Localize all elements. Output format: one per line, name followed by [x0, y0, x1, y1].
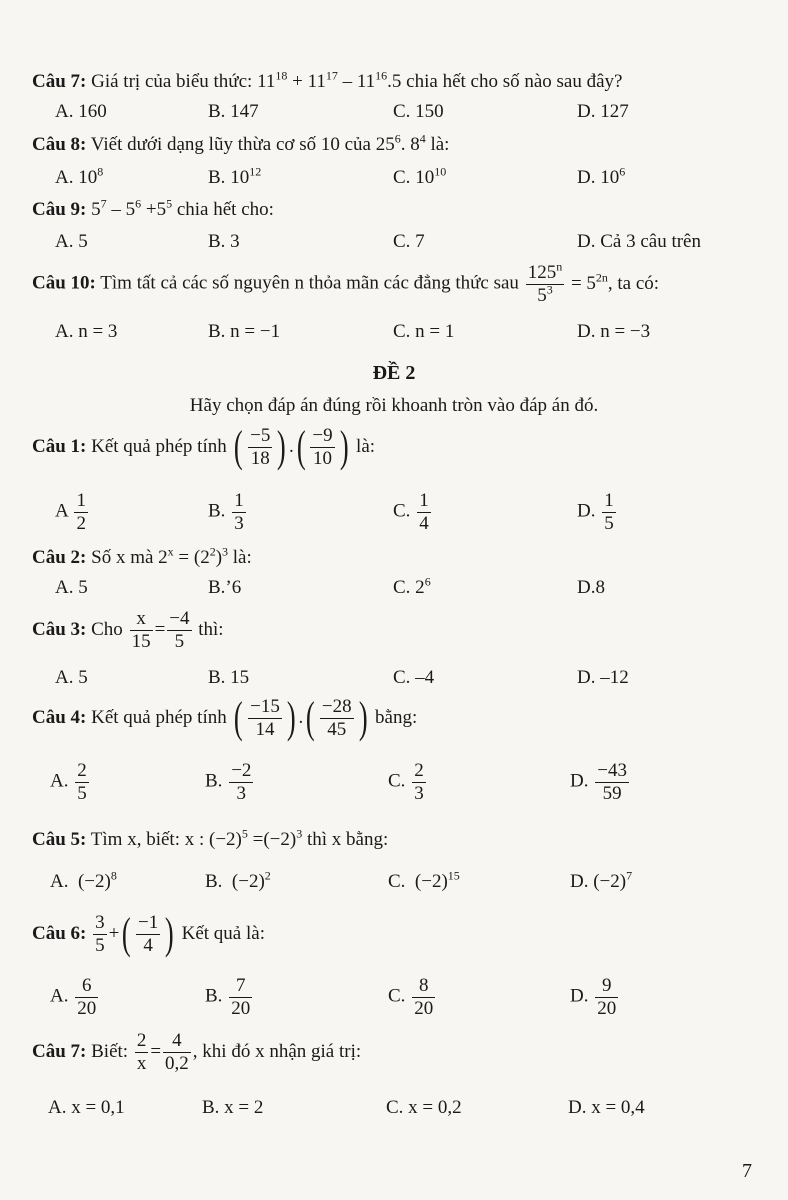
- question-text-after: thì:: [198, 618, 224, 640]
- question-text-after: là:: [356, 435, 376, 457]
- question-3: Câu 3: Cho $\frac{x}{15}$ = $\frac{-4}{5}$ thì:: [32, 608, 224, 652]
- question-6: Câu 6: $\frac{3}{5}$ +( $\frac{-1}{4}$ ) Kết quả là:: [32, 909, 265, 959]
- question-text: Cho: [91, 618, 123, 640]
- option-a[interactable]: A. $\frac{6}{20}$: [50, 975, 97, 1019]
- question-text: Biết:: [91, 1040, 129, 1062]
- question-text-after: bằng:: [375, 706, 418, 728]
- option-a[interactable]: A. 5: [55, 667, 88, 688]
- option-b[interactable]: B. $\frac{1}{3}$: [208, 490, 244, 534]
- option-c[interactable]: C. $(-2)^{15}$: [388, 868, 460, 892]
- question-label: Câu 9:: [32, 199, 87, 220]
- expression: $11^{18} + 11^{17} - 11^{16}.5$: [257, 68, 402, 92]
- option-a[interactable]: A. 160: [55, 101, 107, 122]
- question-text-after: thì x bằng:: [306, 829, 389, 850]
- question-label: Câu 1:: [32, 435, 87, 457]
- question-text-after: , ta có:: [607, 272, 660, 294]
- option-b[interactable]: B. $10^{12}$: [208, 164, 262, 188]
- question-5: [32, 826, 389, 851]
- question-text: Giá trị của biểu thức:: [91, 71, 253, 92]
- question-7-de2: Câu 7: Biết: $\frac{2}{x}$ = $\frac{4}{0,2}$ , khi đó x nhận giá trị:: [32, 1030, 362, 1074]
- option-c[interactable]: C. $\frac{2}{3}$: [388, 760, 424, 804]
- option-a[interactable]: A. 5: [55, 577, 88, 598]
- option-c[interactable]: C. $\frac{1}{4}$: [393, 490, 429, 534]
- option-c[interactable]: C. n = 1: [393, 321, 455, 342]
- option-a[interactable]: A. $\frac{2}{5}$: [50, 760, 87, 804]
- question-text-after: là:: [430, 134, 450, 155]
- option-b[interactable]: B.ʼ6: [208, 577, 242, 598]
- option-d[interactable]: D. $\frac{-43}{59}$: [570, 760, 627, 804]
- question-label: Câu 3:: [32, 618, 87, 640]
- question-label: Câu 10:: [32, 272, 96, 294]
- question-label: Câu 5:: [32, 829, 87, 850]
- question-7-de1: [32, 68, 623, 93]
- option-b[interactable]: B. n = −1: [208, 321, 281, 342]
- page-number: 7: [742, 1160, 752, 1182]
- question-text-after: Kết quả là:: [181, 922, 265, 944]
- question-1: Câu 1: Kết quả phép tính ( $\frac{-5}{18}$ ) .( $\frac{-9}{10}$ ) là:: [32, 422, 376, 472]
- expression: $2^x = (2^2)^3$: [158, 544, 229, 568]
- question-text: Tìm x, biết:: [90, 829, 180, 850]
- question-label: Câu 2:: [32, 547, 87, 568]
- option-c[interactable]: C. $2^6$: [393, 574, 431, 598]
- question-4: Câu 4: Kết quả phép tính ( $\frac{-15}{14}$ ) .( $\frac{-28}{45}$ ) bằng:: [32, 693, 418, 743]
- option-d[interactable]: D. n = −3: [577, 321, 651, 342]
- option-a[interactable]: A. 5: [55, 231, 88, 252]
- option-c[interactable]: C. 150: [393, 101, 444, 122]
- question-label: Câu 7:: [32, 1040, 87, 1062]
- option-c[interactable]: C. x = 0,2: [386, 1097, 462, 1118]
- expression: x : $(-2)^5 =(-2)^3$: [184, 826, 303, 850]
- option-c[interactable]: C. –4: [393, 667, 435, 688]
- question-text-after: là:: [232, 547, 252, 568]
- option-c[interactable]: C. 7: [393, 231, 425, 252]
- fraction-125n-over-5-3: $\frac{125^n}{5^3}$: [527, 259, 563, 306]
- option-d[interactable]: D. $(-2)^7$: [570, 868, 633, 892]
- question-label: Câu 6:: [32, 922, 87, 944]
- option-d[interactable]: D.8: [577, 577, 605, 598]
- question-10-de1: Câu 10: Tìm tất cả các số nguyên n thỏa mãn các đẳng thức sau $\frac{125^n}{5^3}$ = $5^{2n}$, ta có:: [32, 259, 660, 306]
- question-text-after: , khi đó x nhận giá trị:: [192, 1040, 362, 1062]
- question-text-after: chia hết cho:: [176, 199, 274, 220]
- option-a[interactable]: A. $(-2)^8$: [50, 868, 117, 892]
- section-instruction: Hãy chọn đáp án đúng rồi khoanh tròn vào đáp án đó.: [189, 395, 599, 416]
- question-8-de1: [32, 131, 450, 156]
- option-d[interactable]: D. $\frac{1}{5}$: [577, 490, 614, 534]
- option-a[interactable]: A. x = 0,1: [48, 1097, 125, 1118]
- option-d[interactable]: D. –12: [577, 667, 629, 688]
- question-text: Số x mà: [91, 547, 154, 568]
- question-text: Viết dưới dạng lũy thừa cơ số 10 của: [90, 134, 371, 155]
- option-b[interactable]: B. $\frac{-2}{3}$: [205, 760, 252, 804]
- question-2: [32, 544, 252, 569]
- option-d[interactable]: D. $\frac{9}{20}$: [570, 975, 617, 1019]
- option-a[interactable]: A $\frac{1}{2}$: [55, 490, 86, 534]
- option-b[interactable]: B. $\frac{7}{20}$: [205, 975, 251, 1019]
- option-c[interactable]: C. $\frac{8}{20}$: [388, 975, 434, 1019]
- question-label: Câu 4:: [32, 706, 87, 728]
- option-a[interactable]: A. n = 3: [55, 321, 118, 342]
- option-b[interactable]: B. 15: [208, 667, 250, 688]
- question-9-de1: [32, 196, 274, 221]
- option-c[interactable]: C. $10^{10}$: [393, 164, 447, 188]
- question-label: Câu 8:: [32, 134, 87, 155]
- expression: $5^7 - 5^6 +5^5$: [91, 196, 173, 220]
- option-b[interactable]: B. 3: [208, 231, 240, 252]
- option-b[interactable]: B. 147: [208, 101, 259, 122]
- option-d[interactable]: D. x = 0,4: [568, 1097, 645, 1118]
- option-d[interactable]: D. 127: [577, 101, 629, 122]
- question-text-after: chia hết cho số nào sau đây?: [406, 71, 623, 92]
- question-text: Kết quả phép tính: [91, 435, 227, 457]
- question-text: Kết quả phép tính: [91, 706, 227, 728]
- question-text: Tìm tất cả các số nguyên n thỏa mãn các đẳng thức sau: [100, 272, 519, 294]
- option-b[interactable]: B. $(-2)^2$: [205, 868, 271, 892]
- option-b[interactable]: B. x = 2: [202, 1097, 264, 1118]
- question-label: Câu 7:: [32, 71, 87, 92]
- expression: $25^6$. $8^4$: [375, 131, 426, 155]
- option-d[interactable]: D. $10^6$: [577, 164, 626, 188]
- option-a[interactable]: A. $10^8$: [55, 164, 104, 188]
- section-title: ĐỀ 2: [372, 362, 416, 384]
- option-d[interactable]: D. Cả 3 câu trên: [577, 231, 701, 252]
